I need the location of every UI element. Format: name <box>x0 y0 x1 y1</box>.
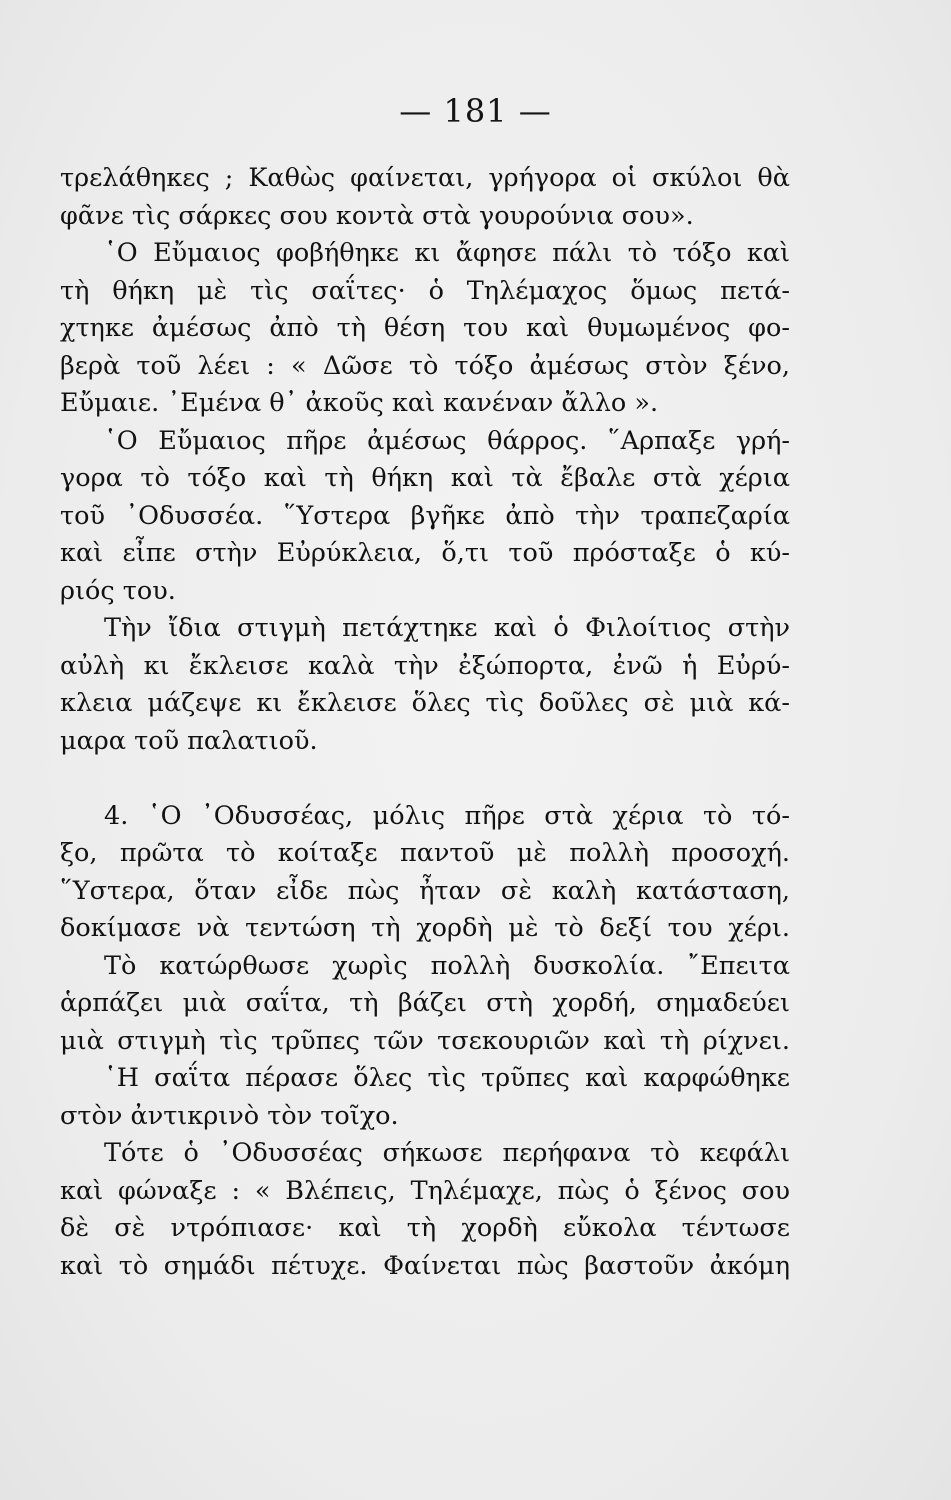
text-line: μιὰ στιγμὴ τὶς τρῦπες τῶν τσεκουριῶν καὶ τὴ ρίχνει. <box>60 1025 790 1056</box>
text-line: κλεια μάζεψε κι ἔκλεισε ὅλες τὶς δοῦλες σὲ μιὰ κά- <box>60 688 790 718</box>
text-line: μαρα τοῦ παλατιοῦ. <box>60 725 318 756</box>
text-line: ριός του. <box>60 575 176 606</box>
text-line: ἁρπάζει μιὰ σαΐτα, τὴ βάζει στὴ χορδή, σημαδεύει <box>60 988 790 1018</box>
text-line: ῾Ο Εὔμαιος φοβήθηκε κι ἄφησε πάλι τὸ τόξο καὶ <box>104 238 790 268</box>
text-line: τοῦ ᾿Οδυσσέα. ῞Υστερα βγῆκε ἀπὸ τὴν τραπεζαρία <box>60 500 790 531</box>
text-line: καὶ τὸ σημάδι πέτυχε. Φαίνεται πὼς βαστοῦν ἀκόμη <box>60 1250 790 1281</box>
text-line: ξο, πρῶτα τὸ κοίταξε παντοῦ μὲ πολλὴ προσοχή. <box>60 838 790 868</box>
text-line: ῾Η σαΐτα πέρασε ὅλες τὶς τρῦπες καὶ καρφώθηκε <box>104 1063 790 1093</box>
text-line: ῾Ο Εὔμαιος πῆρε ἀμέσως θάρρος. ῞Αρπαξε γρή- <box>104 425 790 456</box>
text-line: δοκίμασε νὰ τεντώση τὴ χορδὴ μὲ τὸ δεξί του χέρι. <box>60 913 790 943</box>
text-line: τρελάθηκες ; Καθὼς φαίνεται, γρήγορα οἱ σκύλοι θὰ <box>60 163 790 193</box>
text-line: βερὰ τοῦ λέει : « Δῶσε τὸ τόξο ἀμέσως στὸν ξένο, <box>60 350 790 381</box>
text-line: Τὴν ἴδια στιγμὴ πετάχτηκε καὶ ὁ Φιλοίτιος στὴν <box>104 613 790 643</box>
page-number: — 181 — <box>399 92 552 130</box>
text-line: φᾶνε τὶς σάρκες σου κοντὰ στὰ γουρούνια σου». <box>60 200 694 231</box>
text-line: γορα τὸ τόξο καὶ τὴ θήκη καὶ τὰ ἔβαλε στὰ χέρια <box>60 463 790 493</box>
page-body-text <box>60 160 790 1285</box>
text-line: Τότε ὁ ᾿Οδυσσέας σήκωσε περήφανα τὸ κεφάλι <box>104 1138 790 1168</box>
text-line: καὶ φώναξε : « Βλέπεις, Τηλέμαχε, πὼς ὁ ξένος σου <box>60 1175 790 1206</box>
paragraph-gap <box>60 760 790 798</box>
text-line: στὸν ἀντικρινὸ τὸν τοῖχο. <box>60 1100 399 1131</box>
text-line: αὐλὴ κι ἔκλεισε καλὰ τὴν ἐξώπορτα, ἐνῶ ἡ Εὐρύ- <box>60 650 790 681</box>
text-line: Τὸ κατώρθωσε χωρὶς πολλὴ δυσκολία. ῎Επειτα <box>104 950 790 981</box>
text-line: τὴ θήκη μὲ τὶς σαΐτες· ὁ Τηλέμαχος ὅμως πετά- <box>60 275 790 306</box>
text-line: 4. ῾Ο ᾿Οδυσσέας, μόλις πῆρε στὰ χέρια τὸ τό- <box>104 800 790 831</box>
text-line: καὶ εἶπε στὴν Εὐρύκλεια, ὅ,τι τοῦ πρόσταξε ὁ κύ- <box>60 538 790 568</box>
text-line: χτηκε ἀμέσως ἀπὸ τὴ θέση του καὶ θυμωμένος φο- <box>60 313 790 343</box>
text-line: ῞Υστερα, ὅταν εἶδε πὼς ἦταν σὲ καλὴ κατάσταση, <box>60 875 790 906</box>
text-line: Εὔμαιε. ᾿Εμένα θ᾿ ἀκοῦς καὶ κανέναν ἄλλο ». <box>60 388 659 418</box>
text-line: δὲ σὲ ντρόπιασε· καὶ τὴ χορδὴ εὔκολα τέντωσε <box>60 1213 790 1243</box>
